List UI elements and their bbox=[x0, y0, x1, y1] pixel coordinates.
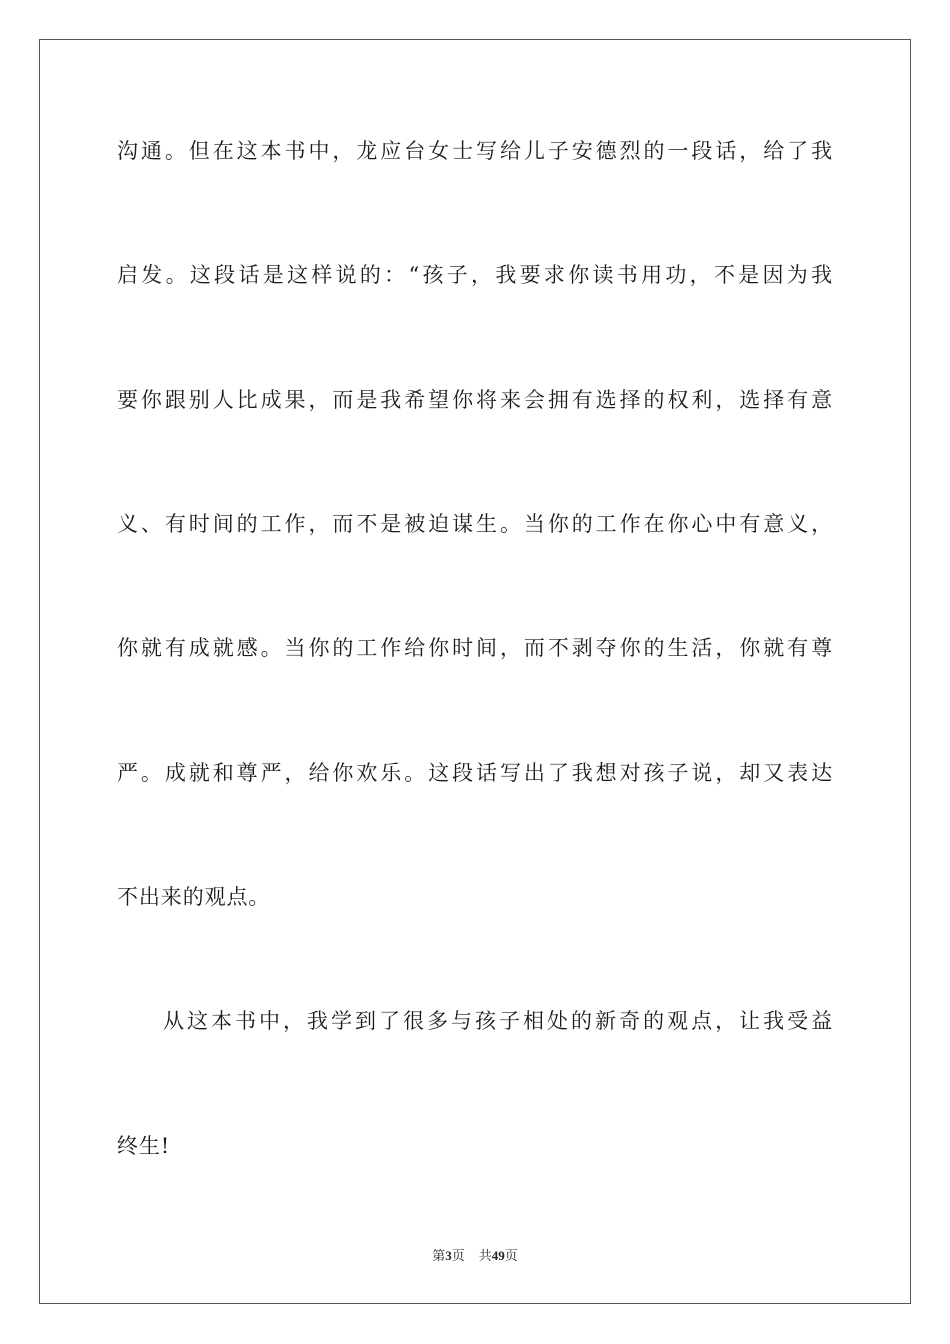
body-text-line-1: 沟通。但在这本书中，龙应台女士写给儿子安德烈的一段话，给了我 bbox=[117, 139, 833, 163]
page-suffix: 页 bbox=[451, 1248, 465, 1263]
total-suffix: 页 bbox=[504, 1248, 518, 1263]
body-text-line-8: 从这本书中，我学到了很多与孩子相处的新奇的观点，让我受益 bbox=[163, 1009, 833, 1033]
page-number: 3 bbox=[445, 1248, 452, 1263]
page-footer bbox=[0, 1248, 950, 1264]
body-text-line-5: 你就有成就感。当你的工作给你时间，而不剥夺你的生活，你就有尊 bbox=[117, 636, 833, 660]
page-prefix: 第 bbox=[432, 1248, 446, 1263]
total-pages: 49 bbox=[491, 1248, 505, 1263]
body-text-line-7: 不出来的观点。 bbox=[117, 885, 271, 909]
body-text-line-2: 启发。这段话是这样说的：“孩子，我要求你读书用功，不是因为我 bbox=[117, 263, 833, 287]
total-prefix: 共 bbox=[478, 1248, 492, 1263]
body-text-line-9: 终生! bbox=[117, 1134, 171, 1158]
page-border bbox=[39, 39, 911, 1304]
body-text-line-4: 义、有时间的工作，而不是被迫谋生。当你的工作在你心中有意义， bbox=[117, 512, 833, 536]
body-text-line-3: 要你跟别人比成果，而是我希望你将来会拥有选择的权利，选择有意 bbox=[117, 388, 833, 412]
body-text-line-6: 严。成就和尊严，给你欢乐。这段话写出了我想对孩子说，却又表达 bbox=[117, 761, 833, 785]
